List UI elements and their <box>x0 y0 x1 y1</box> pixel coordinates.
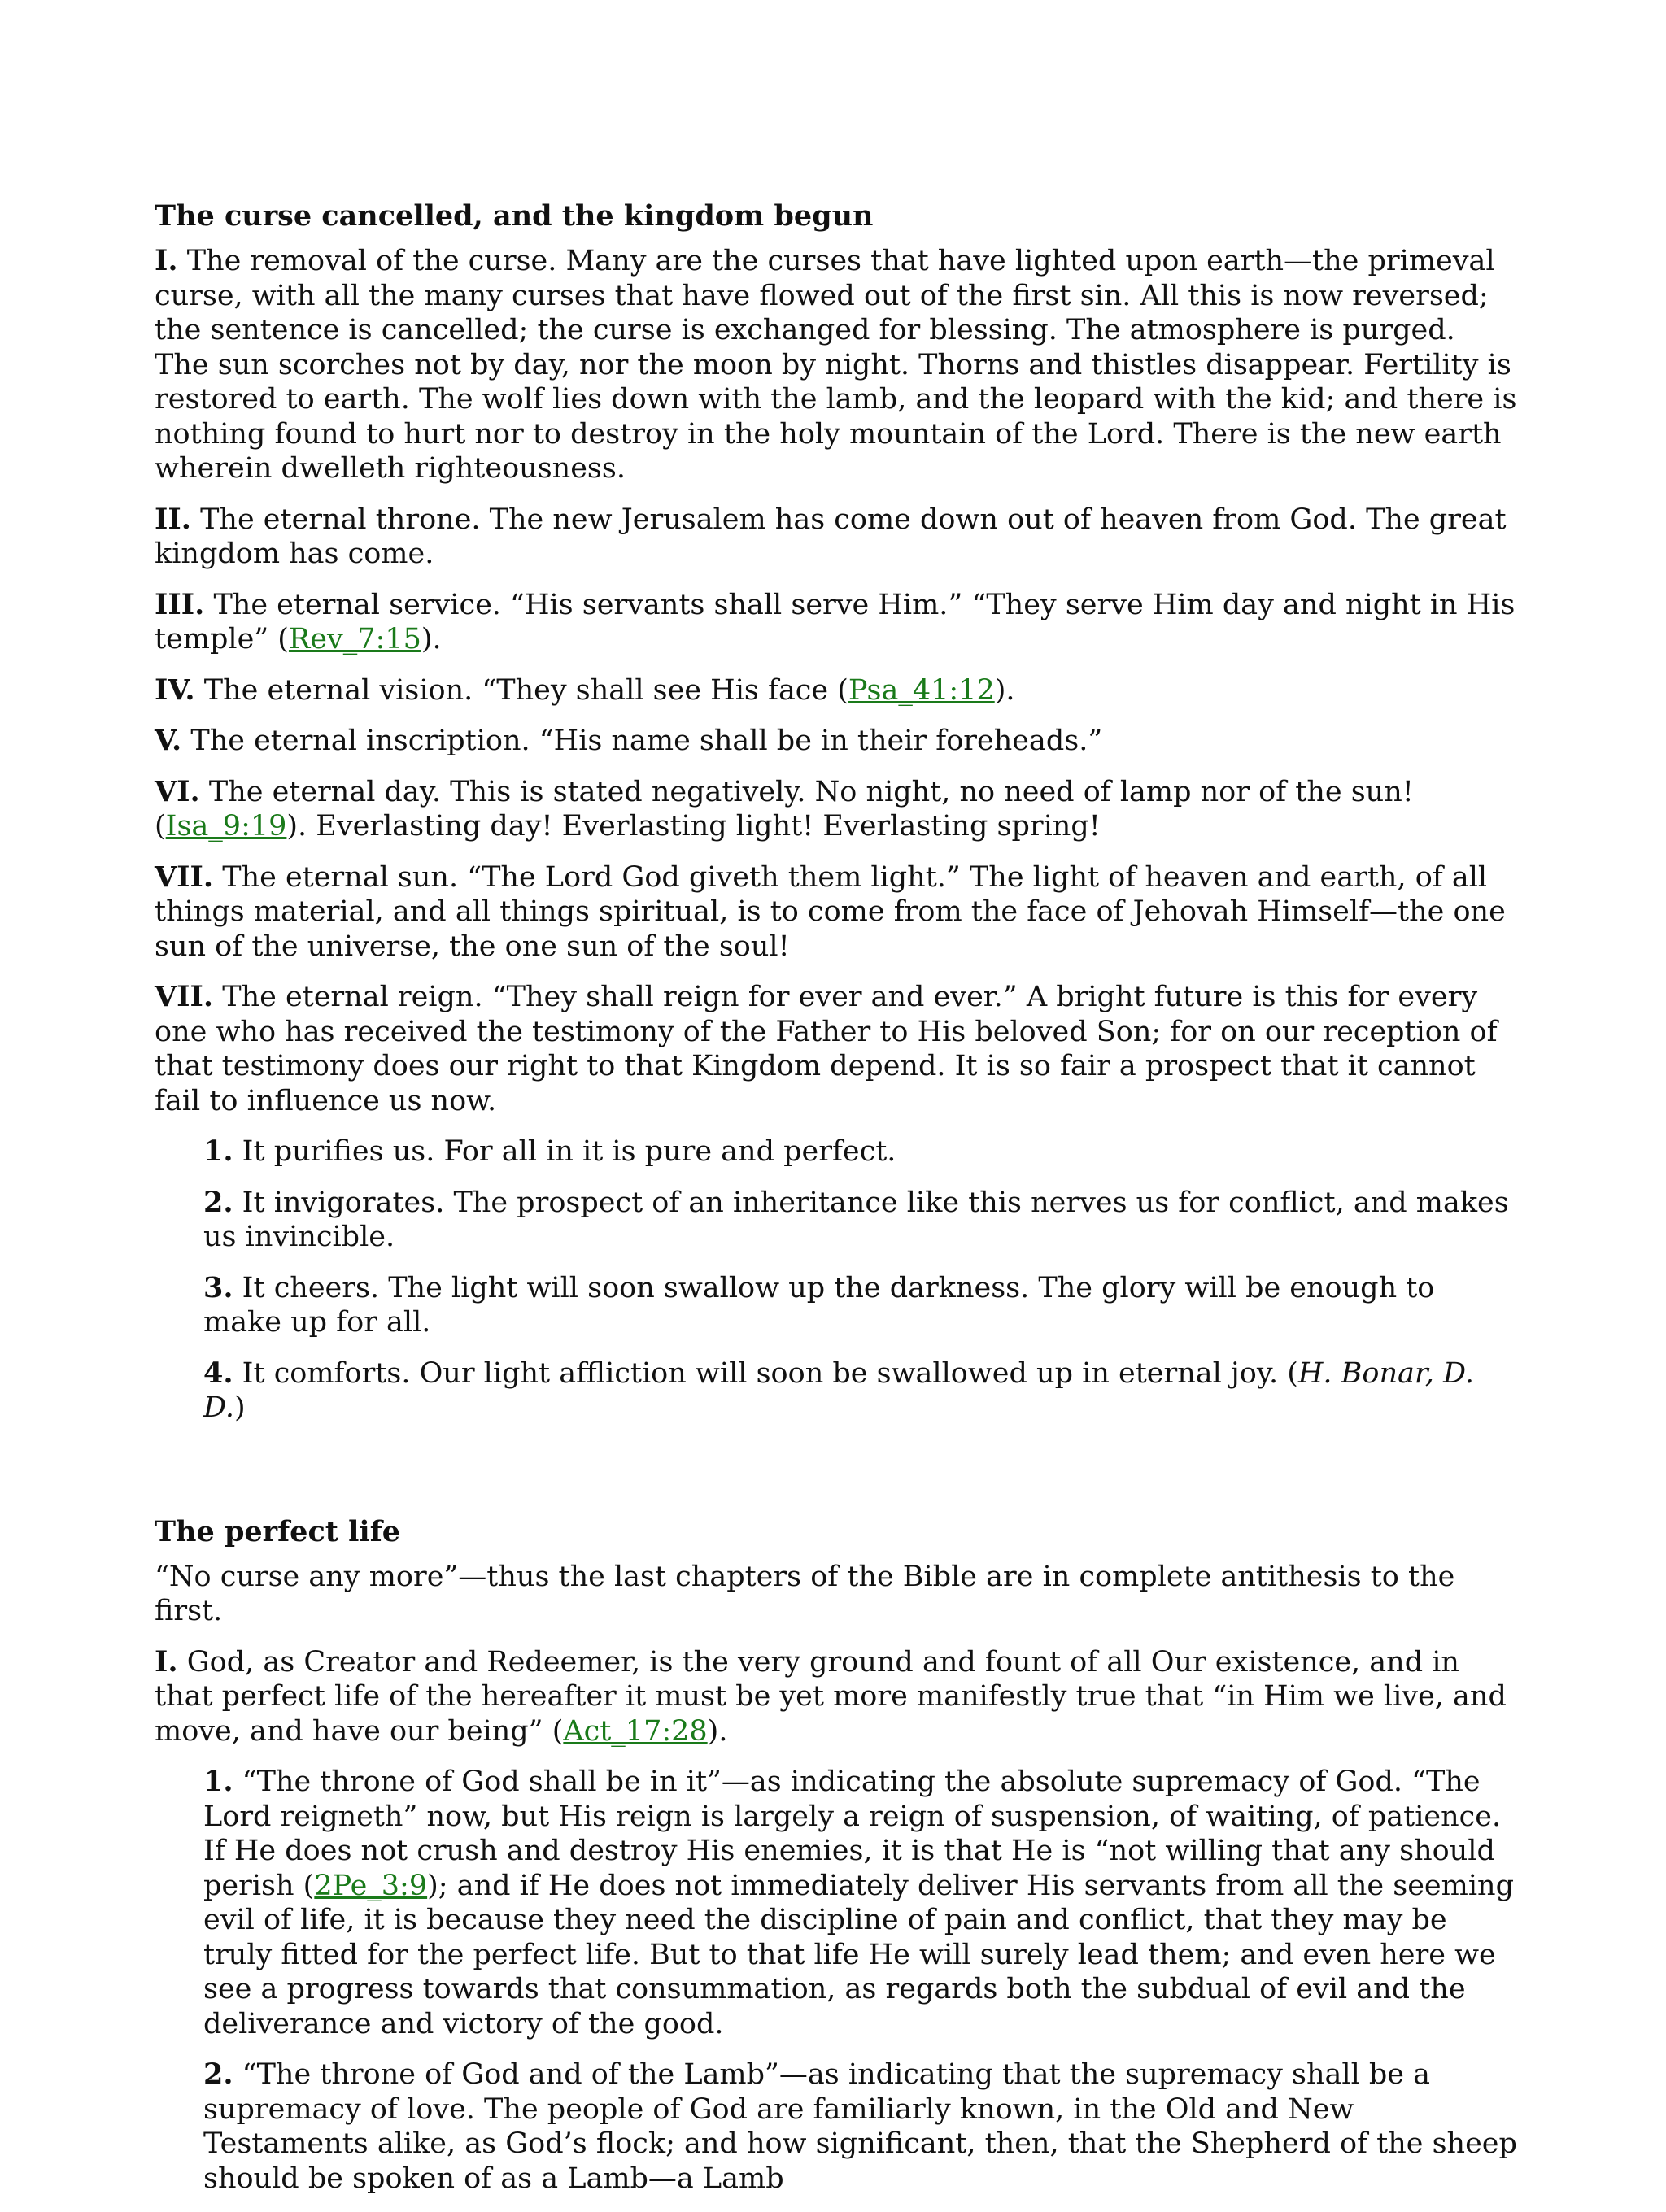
paragraph-number: III. <box>155 587 205 621</box>
paragraph-text: The eternal reign. “They shall reign for ever and ever.” A bright future is this for every one who has received the testimony of the Father to His beloved Son; for on our reception of that testimony does our right to that Kingdom depend. It is so fair a prospect that it cannot fail to influence us now. <box>155 981 1498 1117</box>
paragraph-text: The eternal sun. “The Lord God giveth them light.” The light of heaven and earth, of all things material, and all things spiritual, is to come from the face of Jehovah Himself—the one sun of the universe, the one sun of the soul! <box>155 860 1506 963</box>
paragraph <box>155 980 1517 1118</box>
sub-paragraph-text: It comforts. Our light affliction will soon be swallowed up in eternal joy. ( <box>233 1356 1298 1390</box>
paragraph-text: God, as Creator and Redeemer, is the very ground and fount of all Our existence, and in that perfect life of the hereafter it must be yet more manifestly true that “in Him we live, and move, and have our being” ( <box>155 1645 1507 1748</box>
paragraph <box>155 860 1517 964</box>
paragraph <box>155 673 1517 708</box>
sub-paragraph-text-after: ) <box>233 1391 246 1424</box>
sub-paragraph-number: 1. <box>203 1765 233 1798</box>
paragraph-text: The eternal day. This is stated negatively. No night, no need of lamp nor of the sun! ( <box>155 775 1414 843</box>
sub-paragraph-number: 3. <box>203 1270 233 1304</box>
sub-paragraph-text: It cheers. The light will soon swallow up the darkness. The glory will be enough to make up for all. <box>203 1271 1435 1339</box>
paragraph-text-after: ). <box>994 673 1015 707</box>
author-attribution: H. Bonar, D. D. <box>203 1356 1474 1424</box>
paragraph-text: The removal of the curse. Many are the curses that have lighted upon earth—the primeval curse, with all the many curses that have flowed out of the first sin. All this is now reversed; the sentence is cancelled; the curse is exchanged for blessing. The atmosphere is purged. The sun scorches not by day, nor the moon by night. Thorns and thistles disappear. Fertility is restored to earth. The wolf lies down with the lamb, and the leopard with the kid; and there is nothing found to hurt nor to destroy in the holy mountain of the Lord. There is the new earth wherein dwelleth righteousness. <box>155 245 1517 485</box>
section-heading: The curse cancelled, and the kingdom begun <box>155 199 874 233</box>
paragraph-number: VI. <box>155 774 200 808</box>
paragraph-number: I. <box>155 244 178 277</box>
scripture-reference-link[interactable]: Psa_41:12 <box>848 673 995 707</box>
sub-paragraph-text: “The throne of God and of the Lamb”—as indicating that the supremacy shall be a supremacy of love. The people of God are familiarly known, in the Old and New Testaments alike, as God’s flock; and how significant, then, that the Shepherd of the sheep should be spoken of as a Lamb—a Lamb <box>203 2058 1517 2195</box>
sub-paragraph-number: 1. <box>203 1134 233 1168</box>
paragraph <box>155 244 1517 486</box>
scripture-reference-link[interactable]: 2Pe_3:9 <box>314 1869 428 1902</box>
sub-paragraph <box>203 2057 1517 2196</box>
paragraph <box>155 588 1517 657</box>
paragraph <box>155 1645 1517 1749</box>
sub-paragraph <box>203 1356 1517 1426</box>
paragraph-number: VII. <box>155 860 214 894</box>
paragraph-number: V. <box>155 724 182 757</box>
section-spacer <box>155 1442 1517 1515</box>
paragraph-text-after: ). <box>707 1714 728 1748</box>
sub-paragraph-number: 2. <box>203 2057 233 2091</box>
intro-paragraph: “No curse any more”—thus the last chapters of the Bible are in complete antithesis to the first. <box>155 1560 1455 1627</box>
paragraph-text: The eternal service. “His servants shall serve Him.” “They serve Him day and night in His temple” ( <box>155 588 1516 655</box>
sub-paragraph <box>203 1134 1517 1169</box>
paragraph-number: VII. <box>155 980 214 1013</box>
paragraph-number: IV. <box>155 673 195 707</box>
paragraph-text-after: ). <box>421 623 442 655</box>
sub-paragraph <box>203 1186 1517 1255</box>
sub-paragraph-text: “The throne of God shall be in it”—as indicating the absolute supremacy of God. “The Lord reigneth” now, but His reign is largely a reign of suspension, of waiting, of patience. If He does not crush and destroy His enemies, it is that He is “not willing that any should perish ( <box>203 1766 1502 1902</box>
scripture-reference-link[interactable]: Isa_9:19 <box>165 810 287 843</box>
paragraph-text-after: ). Everlasting day! Everlasting light! Everlasting spring! <box>286 810 1101 843</box>
document-page <box>155 199 1517 2212</box>
paragraph-number: I. <box>155 1644 178 1679</box>
paragraph-text: The eternal throne. The new Jerusalem has come down out of heaven from God. The great kingdom has come. <box>155 503 1507 570</box>
sub-paragraph <box>203 1271 1517 1340</box>
paragraph-text: The eternal inscription. “His name shall be in their foreheads.” <box>181 725 1103 757</box>
sub-paragraph-text-after: ); and if He does not immediately deliver His servants from all the seeming evil of life, it is because they need the discipline of pain and conflict, that they may be truly fitted for the perfect life. But to that life He will surely lead them; and even here we see a progress towards that consummation, as regards both the subdual of evil and the deliverance and victory of the good. <box>203 1869 1514 2040</box>
sub-paragraph <box>203 1765 1517 2041</box>
paragraph <box>155 724 1517 759</box>
sub-paragraph-text: It invigorates. The prospect of an inheritance like this nerves us for conflict, and makes us invincible. <box>203 1186 1509 1253</box>
scripture-reference-link[interactable]: Rev_7:15 <box>288 623 421 655</box>
sub-paragraph-text: It purifies us. For all in it is pure and perfect. <box>233 1135 896 1168</box>
sub-paragraph-number: 2. <box>203 1185 233 1219</box>
paragraph-number: II. <box>155 502 191 536</box>
paragraph <box>155 503 1517 572</box>
section-heading: The perfect life <box>155 1514 401 1548</box>
paragraph <box>155 775 1517 844</box>
sub-paragraph-number: 4. <box>203 1356 233 1390</box>
scripture-reference-link[interactable]: Act_17:28 <box>563 1714 708 1748</box>
paragraph-text: The eternal vision. “They shall see His face ( <box>194 673 848 707</box>
